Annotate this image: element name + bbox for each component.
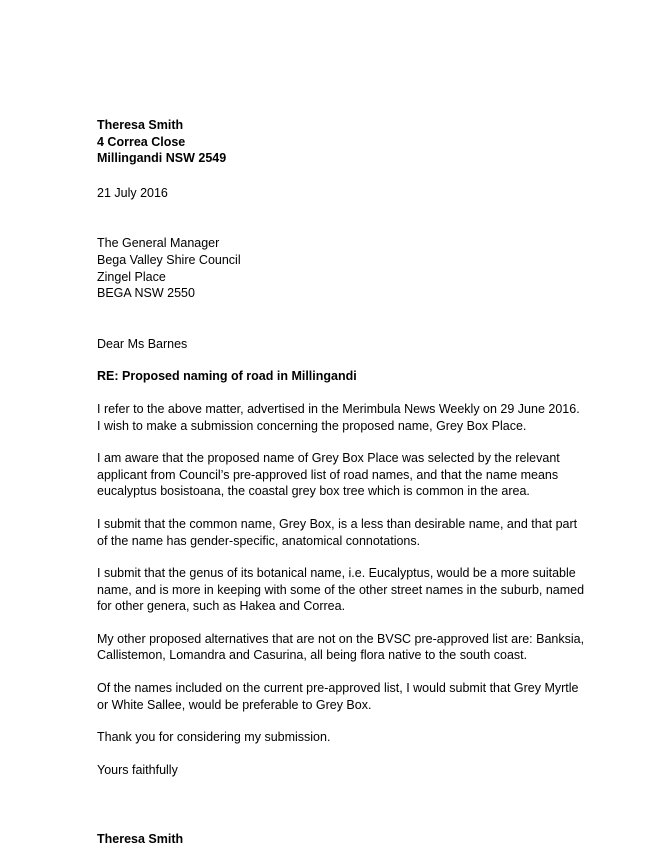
sender-address-line-1: 4 Correa Close	[97, 134, 186, 149]
sender-name: Theresa Smith	[97, 118, 184, 132]
paragraph-line: eucalyptus bosistoana, the coastal grey box tree which is common in the area.	[97, 484, 530, 499]
paragraph	[97, 401, 597, 434]
subject-line: RE: Proposed naming of road in Millingandi	[97, 369, 357, 384]
letter-date: 21 July 2016	[97, 185, 168, 200]
paragraph-line: Thank you for considering my submission.	[97, 730, 331, 745]
paragraph-line: I submit that the common name, Grey Box, is a less than desirable name, and that part	[97, 516, 578, 531]
letter-body	[97, 117, 597, 848]
recipient-block	[97, 235, 597, 301]
paragraph-line: My other proposed alternatives that are not on the BVSC pre-approved list are: Banksia,	[97, 631, 585, 646]
paragraph-line: of the name has gender-specific, anatomical connotations.	[97, 533, 421, 548]
recipient-line-3: Zingel Place	[97, 269, 166, 284]
paragraph	[97, 680, 597, 713]
paragraph-line: I wish to make a submission concerning the proposed name, Grey Box Place.	[97, 418, 527, 433]
signature-name: Theresa Smith	[97, 832, 184, 847]
paragraph-line: for other genera, such as Hakea and Correa.	[97, 599, 346, 614]
paragraph-line: I refer to the above matter, advertised in the Merimbula News Weekly on 29 June 2016.	[97, 401, 580, 416]
paragraph-line: or White Sallee, would be preferable to Grey Box.	[97, 697, 372, 712]
paragraph-line: Callistemon, Lomandra and Casurina, all being flora native to the south coast.	[97, 648, 528, 663]
sender-block	[97, 117, 597, 167]
sender-address-line-2: Millingandi NSW 2549	[97, 151, 227, 166]
paragraph-line: I am aware that the proposed name of Grey Box Place was selected by the relevant	[97, 451, 560, 466]
paragraph	[97, 631, 597, 664]
paragraph-line: name, and is more in keeping with some of the other street names in the suburb, named	[97, 582, 585, 597]
recipient-line-4: BEGA NSW 2550	[97, 286, 195, 301]
closing: Yours faithfully	[97, 762, 178, 777]
recipient-line-1: The General Manager	[97, 236, 220, 251]
salutation: Dear Ms Barnes	[97, 336, 188, 351]
paragraph	[97, 565, 597, 615]
paragraph	[97, 729, 597, 746]
paragraph-line: applicant from Council’s pre-approved list of road names, and that the name means	[97, 467, 559, 482]
paragraph-line: Of the names included on the current pre-approved list, I would submit that Grey Myrtle	[97, 681, 579, 696]
paragraph	[97, 450, 597, 500]
recipient-line-2: Bega Valley Shire Council	[97, 252, 241, 267]
paragraph	[97, 516, 597, 549]
paragraph-line: I submit that the genus of its botanical name, i.e. Eucalyptus, would be a more suitable	[97, 566, 576, 581]
